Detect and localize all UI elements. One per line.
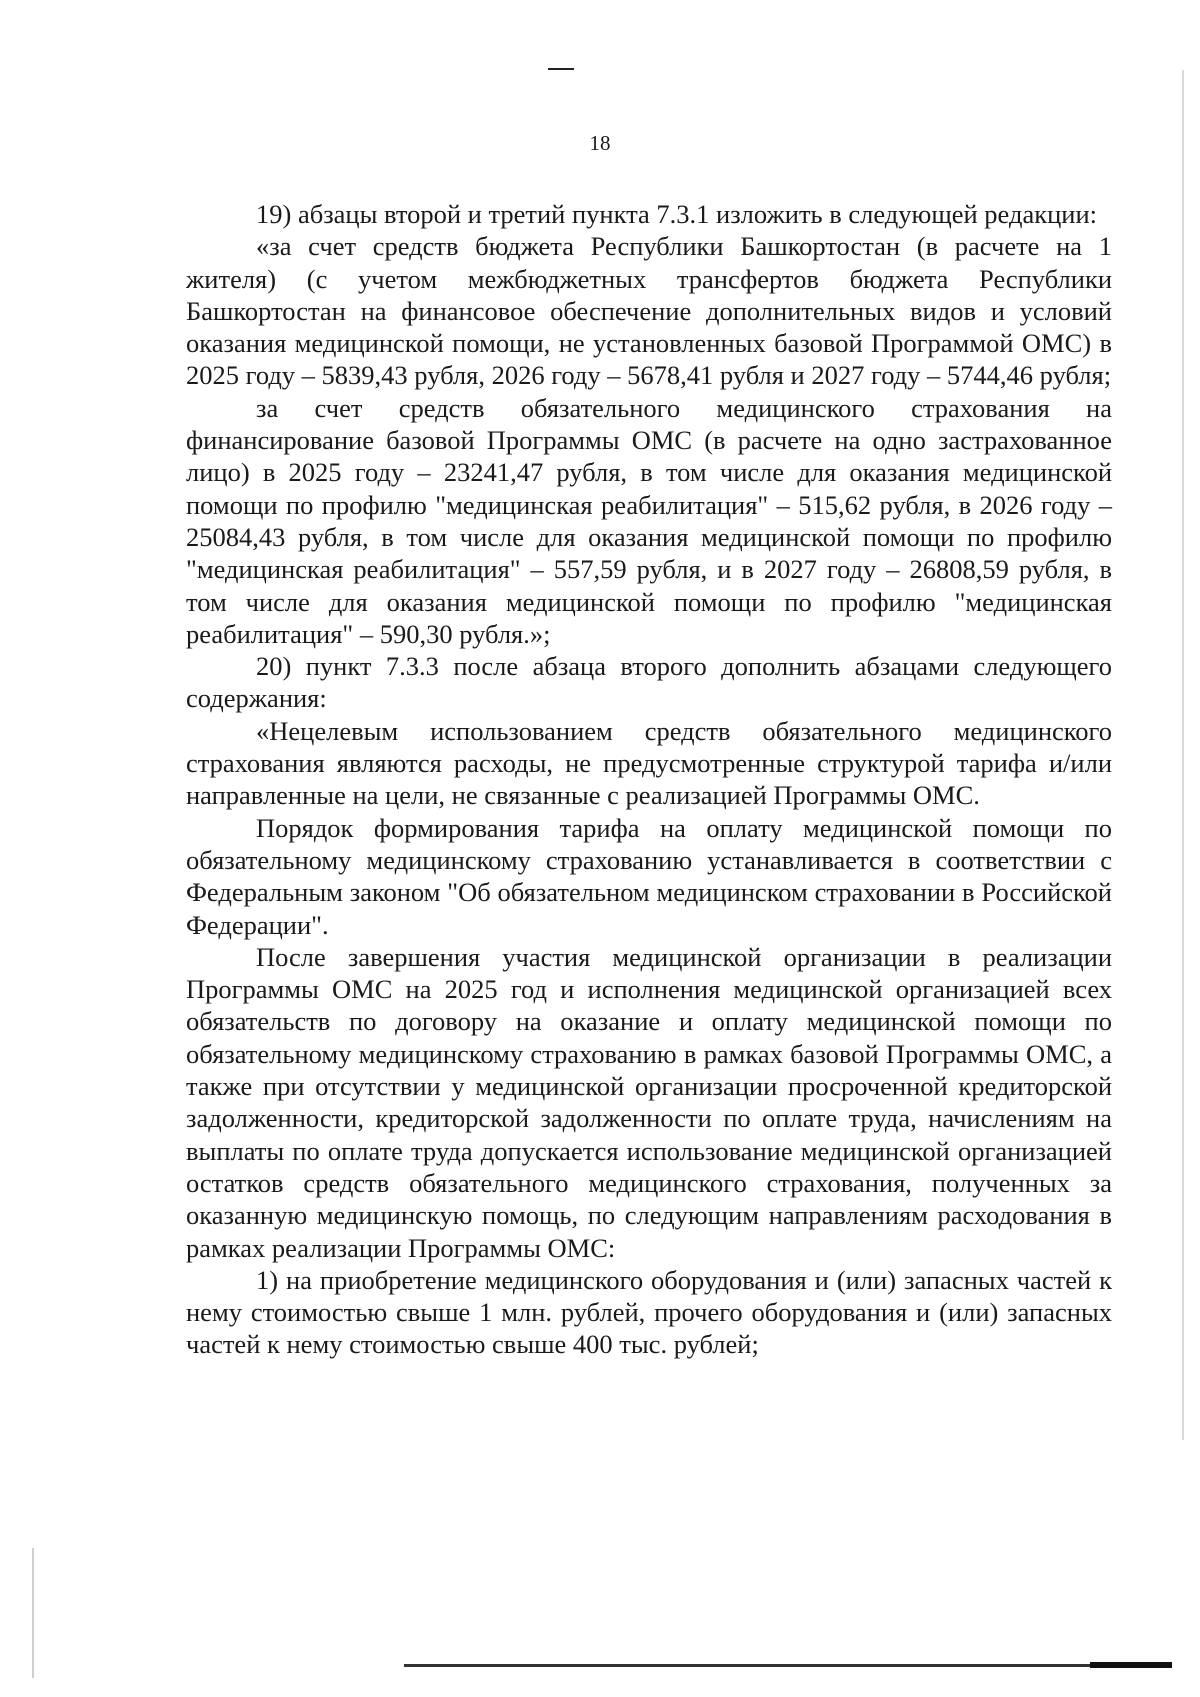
scan-edge-line bbox=[32, 1548, 34, 1678]
paragraph-tariff-procedure: Порядок формирования тарифа на оплату медицинской помощи по обязательному медицинскому страхованию устанавливается в соответствии с Федеральным законом "Об обязательном медицинском страховании в Российской Федерации". bbox=[186, 812, 1112, 940]
scan-mark-top bbox=[548, 68, 574, 70]
paragraph-item-19: 19) абзацы второй и третий пункта 7.3.1 изложить в следующей редакции: bbox=[256, 199, 1097, 229]
scan-bottom-line bbox=[404, 1664, 1170, 1667]
page-number: 18 bbox=[589, 131, 611, 155]
paragraph-remaining-funds: После завершения участия медицинской организации в реализации Программы ОМС на 2025 год и исполнения медицинской организацией всех обязательств по договору на оказание и оплату медицинской помощи по обязательному медицинскому страхованию в рамках базовой Программы ОМС, а также при отсутствии у медицинской организации просроченной кредиторской задолженности, кредиторской задолженности по оплате труда, начислениям на выплаты по оплате труда допускается использование медицинской организацией остатков средств обязательного медицинского страхования, полученных за оказанную медицинскую помощь, по следующим направлениям расходования в рамках реализации Программы ОМС: bbox=[186, 941, 1112, 1263]
paragraph-oms-funding: за счет средств обязательного медицинского страхования на финансирование базовой Программы ОМС (в расчете на одно застрахованное лицо) в 2025 году – 23241,47 рубля, в том числе для оказания медицинской помощи по профилю "медицинская реабилитация" – 515,62 рубля, в 2026 году – 25084,43 рубля, в том числе для оказания медицинской помощи по профилю "медицинская реабилитация" – 557,59 рубля, и в 2027 году – 26808,59 рубля, в том числе для оказания медицинской помощи по профилю "медицинская реабилитация" – 590,30 рубля.»; bbox=[186, 392, 1112, 649]
paragraph-item-20: 20) пункт 7.3.3 после абзаца второго дополнить абзацами следующего содержания: bbox=[186, 651, 1112, 714]
scan-edge-line bbox=[1182, 70, 1184, 1440]
paragraph-budget-funding: «за счет средств бюджета Республики Башкортостан (в расчете на 1 жителя) (с учетом межбюджетных трансфертов бюджета Республики Башкортостан на финансовое обеспечение дополнительных видов и условий оказания медицинской помощи, не установленных базовой Программой ОМС) в 2025 году – 5839,43 рубля, 2026 году – 5678,41 рубля и 2027 году – 5744,46 рубля; bbox=[186, 231, 1112, 391]
scan-bottom-line bbox=[1090, 1662, 1172, 1668]
paragraph-equipment-purchase: 1) на приобретение медицинского оборудования и (или) запасных частей к нему стоимостью свыше 1 млн. рублей, прочего оборудования и (или) запасных частей к нему стоимостью свыше 400 тыс. рублей; bbox=[186, 1264, 1112, 1360]
paragraph-misuse-definition: «Нецелевым использованием средств обязательного медицинского страхования являются расходы, не предусмотренные структурой тарифа и/или направленные на цели, не связанные с реализацией Программы ОМС. bbox=[186, 715, 1112, 811]
document-body bbox=[186, 198, 1112, 1361]
